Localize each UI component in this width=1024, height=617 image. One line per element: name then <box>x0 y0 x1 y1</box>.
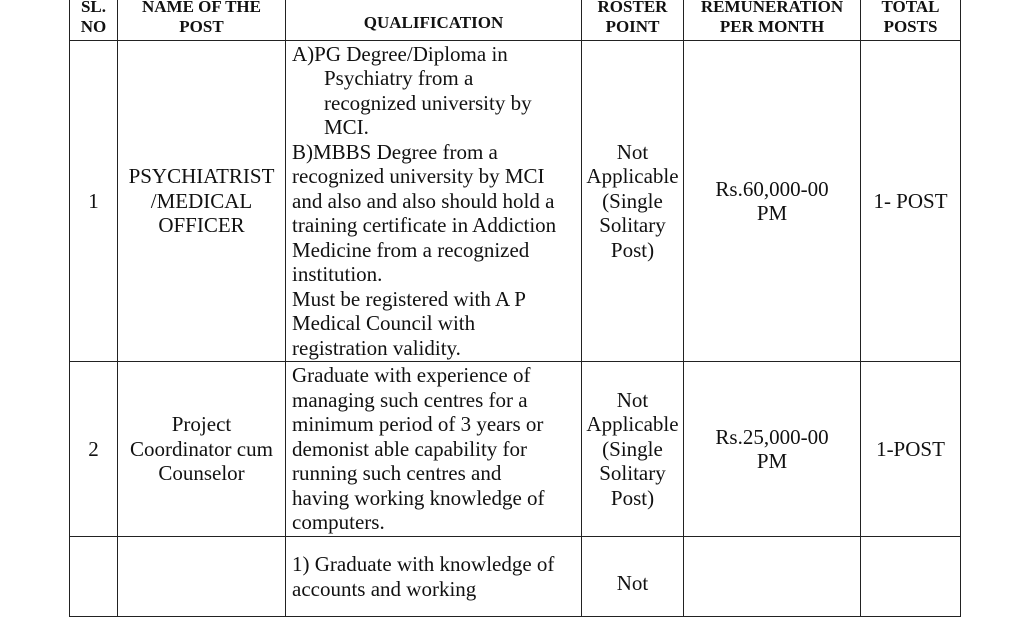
row2-remuneration: Rs.25,000-00 PM <box>684 362 861 537</box>
row3-total-posts <box>861 537 961 617</box>
row1-roster-point: Not Applicable (Single Solitary Post) <box>582 41 684 362</box>
row2-roster-point: Not Applicable (Single Solitary Post) <box>582 362 684 537</box>
table-row <box>70 362 961 537</box>
row3-qualification: 1) Graduate with knowledge of accounts and working <box>286 537 582 617</box>
row1-total-posts: 1- POST <box>861 41 961 362</box>
header-total-posts: TOTAL POSTS <box>861 0 961 41</box>
row3-remuneration <box>684 537 861 617</box>
header-remuneration: REMUNERATION PER MONTH <box>684 0 861 41</box>
row2-post-name: Project Coordinator cum Counselor <box>118 362 286 537</box>
table-row <box>70 537 961 617</box>
header-roster-point: ROSTER POINT <box>582 0 684 41</box>
row2-sl-no: 2 <box>70 362 118 537</box>
row1-remuneration: Rs.60,000-00 PM <box>684 41 861 362</box>
header-qualification: QUALIFICATION <box>286 0 582 41</box>
header-post-name: NAME OF THE POST <box>118 0 286 41</box>
row1-qualification: A)PG Degree/Diploma in Psychiatry from a recognized university by MCI. B)MBBS Degree from a recognized university by MCI and also and also should hold a training certificate in Addiction Medicine from a recognized institution. Must be registered with A P Medical Council with registration validity. <box>286 41 582 362</box>
row3-sl-no <box>70 537 118 617</box>
table-row <box>70 41 961 362</box>
table-header-row <box>70 0 961 41</box>
row1-sl-no: 1 <box>70 41 118 362</box>
row3-post-name <box>118 537 286 617</box>
row3-roster-point: Not <box>582 537 684 617</box>
posts-table <box>69 0 961 617</box>
header-sl-no: SL. NO <box>70 0 118 41</box>
row2-qualification: Graduate with experience of managing such centres for a minimum period of 3 years or demonist able capability for running such centres and having working knowledge of computers. <box>286 362 582 537</box>
row1-post-name: PSYCHIATRIST /MEDICAL OFFICER <box>118 41 286 362</box>
row2-total-posts: 1-POST <box>861 362 961 537</box>
